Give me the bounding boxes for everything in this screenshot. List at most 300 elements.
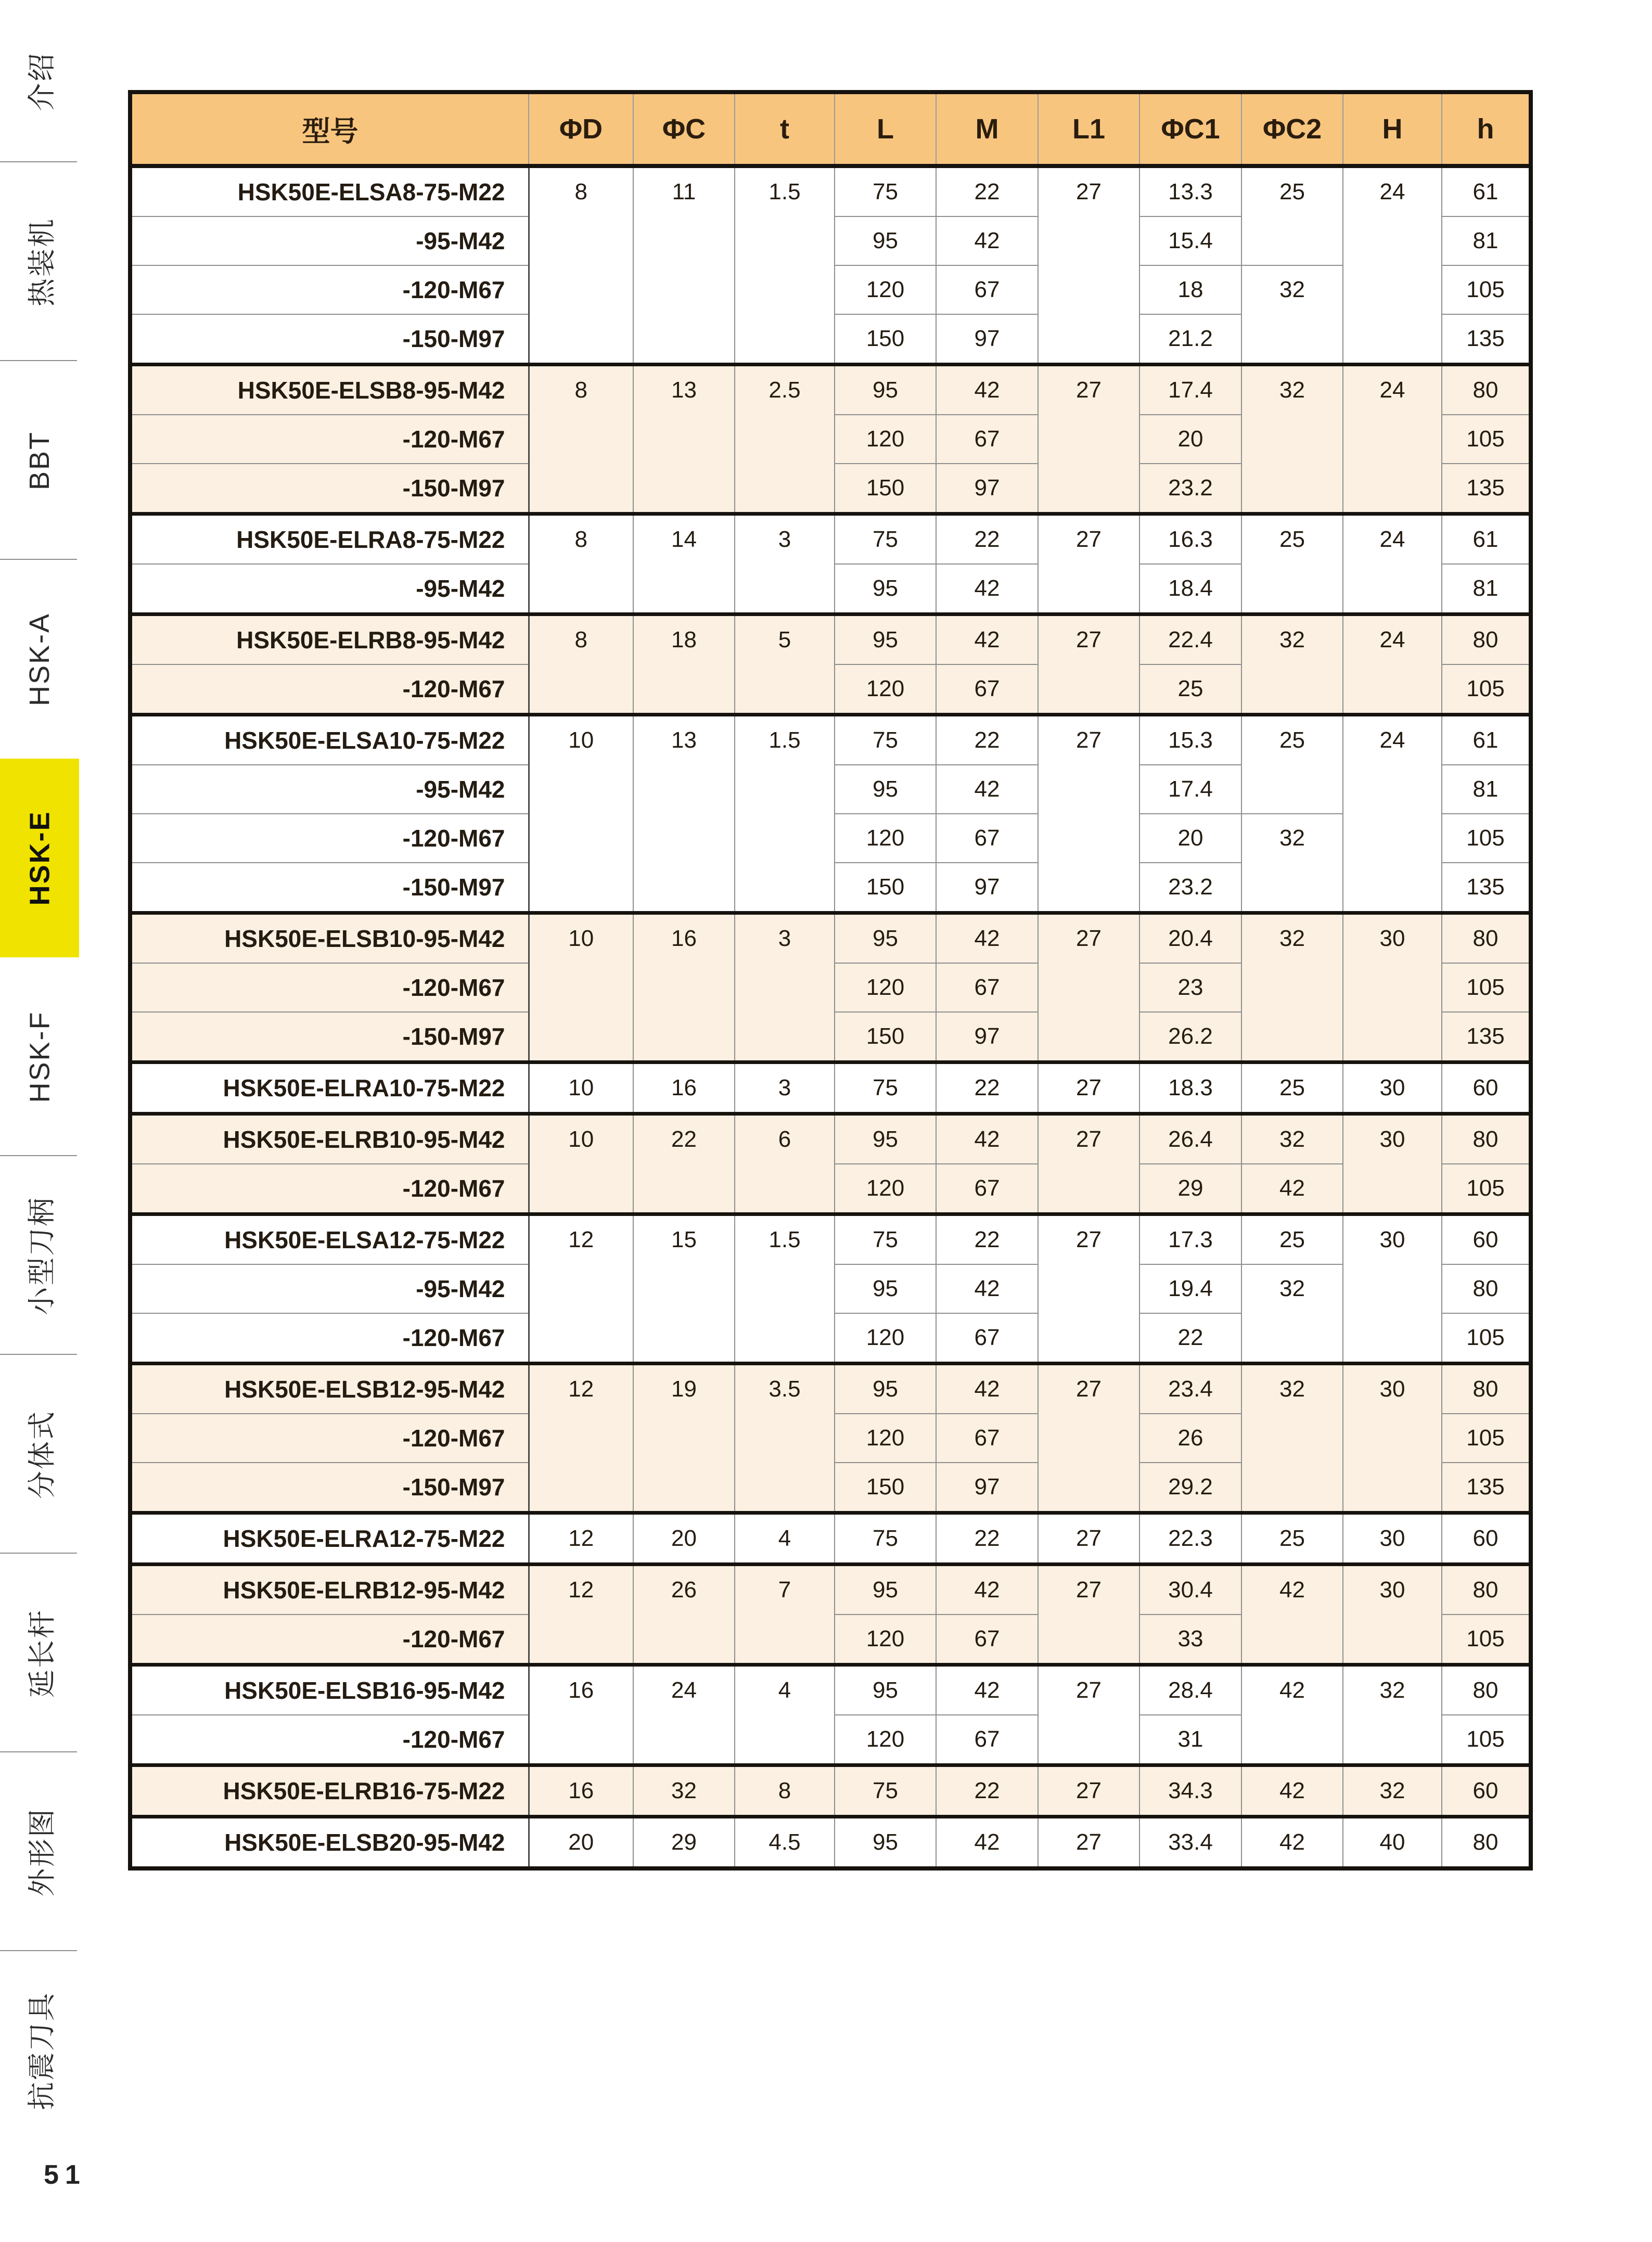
h-lower-cell [1442, 1114, 1531, 1164]
l-cell [835, 1765, 936, 1817]
l-cell-value: 75 [873, 1075, 898, 1100]
phi-c1-cell [1139, 1264, 1241, 1313]
l-cell [835, 1313, 936, 1364]
m-cell [936, 963, 1038, 1012]
phi-c1-cell [1139, 614, 1241, 665]
m-cell [936, 1062, 1038, 1114]
l-cell [835, 1062, 936, 1114]
m-cell [936, 265, 1038, 314]
model-cell [130, 664, 529, 715]
h-lower-cell-value: 135 [1466, 326, 1505, 351]
m-cell [936, 1164, 1038, 1214]
t-cell-value: 4 [778, 1677, 791, 1703]
sidebar-item-hsk-f[interactable] [0, 957, 79, 1156]
phi-c-cell-value: 11 [672, 179, 696, 204]
m-cell-value: 22 [974, 1075, 1000, 1100]
l1-cell-value: 27 [1076, 1126, 1102, 1152]
m-cell [936, 1665, 1038, 1715]
model-cell [130, 1513, 529, 1565]
phi-c-cell-value: 26 [671, 1577, 697, 1603]
sidebar-item-label: 抗震刀具 [26, 1991, 58, 2110]
column-header-model: 型号 [130, 92, 529, 166]
l-cell [835, 1715, 936, 1765]
phi-c-cell-value: 14 [671, 527, 697, 552]
phi-c2-cell-value: 25 [1279, 179, 1305, 204]
phi-c1-cell [1139, 464, 1241, 514]
m-cell-value: 67 [974, 1626, 1000, 1651]
h-lower-cell [1442, 1012, 1531, 1062]
phi-d-cell-value: 12 [568, 1376, 594, 1402]
sidebar-item-label: HSK-A [24, 612, 56, 707]
h-upper-cell [1343, 514, 1442, 614]
phi-c1-cell-value: 22 [1177, 1325, 1203, 1350]
m-cell-value: 67 [974, 1726, 1000, 1752]
phi-c-cell-value: 24 [671, 1677, 697, 1703]
phi-c1-cell-value: 26 [1177, 1425, 1203, 1451]
table-header-row [130, 92, 1531, 166]
m-cell [936, 564, 1038, 614]
l1-cell-value: 27 [1076, 179, 1102, 204]
column-header-l: L [835, 92, 936, 166]
phi-c1-cell [1139, 1012, 1241, 1062]
l-cell [835, 415, 936, 464]
model-cell [130, 415, 529, 464]
l-cell-value: 95 [873, 1829, 898, 1855]
model-cell-value: -150-M97 [402, 874, 505, 901]
spec-table [128, 90, 1533, 1871]
phi-c1-cell [1139, 1765, 1241, 1817]
h-lower-cell-value: 60 [1472, 1075, 1499, 1100]
column-header-φc1: ΦC1 [1139, 92, 1241, 166]
m-cell-value: 67 [974, 825, 1000, 851]
l-cell [835, 913, 936, 964]
l-cell-value: 95 [873, 1376, 898, 1402]
h-lower-cell-value: 135 [1466, 475, 1505, 501]
model-cell-value: HSK50E-ELSA10-75-M22 [224, 727, 505, 754]
model-cell-value: HSK50E-ELSB8-95-M42 [237, 377, 505, 404]
h-lower-cell-value: 80 [1472, 926, 1499, 951]
phi-c-cell-value: 19 [671, 1376, 697, 1402]
sidebar-item-热装机[interactable] [0, 162, 79, 361]
table-row [130, 614, 1531, 665]
l-cell-value: 120 [866, 1325, 905, 1350]
model-cell-value: -120-M67 [402, 1175, 505, 1202]
phi-d-cell-value: 8 [574, 627, 587, 652]
phi-c-cell-value: 13 [671, 727, 697, 753]
phi-c2-cell [1241, 814, 1343, 913]
phi-c-cell-value: 22 [671, 1126, 697, 1152]
m-cell-value: 67 [974, 426, 1000, 452]
phi-c-cell-value: 16 [671, 926, 697, 951]
t-cell-value: 2.5 [769, 377, 801, 403]
m-cell [936, 1463, 1038, 1513]
h-lower-cell [1442, 1313, 1531, 1364]
phi-d-cell [529, 365, 633, 514]
table-row [130, 514, 1531, 565]
m-cell-value: 67 [974, 1175, 1000, 1201]
m-cell [936, 1264, 1038, 1313]
column-header-t: t [735, 92, 835, 166]
l-cell [835, 1665, 936, 1715]
model-cell [130, 1817, 529, 1869]
model-cell-value: -95-M42 [416, 575, 505, 602]
phi-c2-cell [1241, 514, 1343, 614]
phi-c1-cell [1139, 765, 1241, 814]
phi-c1-cell-value: 29 [1177, 1175, 1203, 1201]
h-lower-cell-value: 105 [1466, 825, 1505, 851]
sidebar-item-label: 介绍 [26, 52, 58, 111]
model-cell [130, 1565, 529, 1615]
m-cell-value: 67 [974, 1325, 1000, 1350]
l-cell-value: 150 [866, 1023, 905, 1049]
m-cell [936, 1414, 1038, 1463]
phi-c2-cell [1241, 1665, 1343, 1765]
model-cell-value: -95-M42 [416, 227, 505, 254]
h-lower-cell [1442, 1565, 1531, 1615]
phi-c-cell [633, 365, 735, 514]
phi-c1-cell [1139, 715, 1241, 765]
h-lower-cell-value: 135 [1466, 1023, 1505, 1049]
model-cell [130, 863, 529, 913]
model-cell-value: HSK50E-ELRA12-75-M22 [223, 1525, 505, 1552]
phi-c1-cell-value: 31 [1177, 1726, 1203, 1752]
phi-c-cell-value: 32 [671, 1778, 697, 1803]
h-lower-cell [1442, 365, 1531, 415]
phi-c2-cell-value: 42 [1279, 1577, 1305, 1603]
t-cell [735, 1214, 835, 1364]
m-cell-value: 42 [974, 377, 1000, 403]
model-cell [130, 1665, 529, 1715]
h-upper-cell [1343, 1513, 1442, 1565]
h-upper-cell-value: 24 [1379, 179, 1405, 204]
h-lower-cell [1442, 664, 1531, 715]
phi-d-cell-value: 10 [568, 926, 594, 951]
sidebar-item-介绍[interactable] [0, 0, 79, 162]
phi-c1-cell [1139, 514, 1241, 565]
h-lower-cell [1442, 1765, 1531, 1817]
l1-cell [1038, 1513, 1139, 1565]
h-lower-cell-value: 80 [1472, 627, 1499, 652]
phi-d-cell [529, 1062, 633, 1114]
phi-c1-cell-value: 17.3 [1168, 1227, 1213, 1252]
table-row [130, 1214, 1531, 1265]
l-cell-value: 75 [873, 1227, 898, 1252]
model-cell-value: -120-M67 [402, 1625, 505, 1652]
phi-d-cell-value: 8 [574, 527, 587, 552]
phi-c1-cell-value: 20.4 [1168, 926, 1213, 951]
t-cell-value: 1.5 [769, 179, 801, 204]
phi-c1-cell-value: 33.4 [1168, 1829, 1213, 1855]
phi-c1-cell-value: 23 [1177, 975, 1203, 1000]
l-cell-value: 120 [866, 277, 905, 302]
m-cell [936, 464, 1038, 514]
l1-cell-value: 27 [1076, 1577, 1102, 1603]
h-lower-cell [1442, 715, 1531, 765]
h-lower-cell-value: 60 [1472, 1778, 1499, 1803]
phi-d-cell-value: 12 [568, 1227, 594, 1252]
phi-c-cell-value: 29 [671, 1829, 697, 1855]
m-cell-value: 22 [974, 179, 1000, 204]
m-cell [936, 216, 1038, 265]
l-cell [835, 863, 936, 913]
phi-c2-cell-value: 42 [1279, 1778, 1305, 1803]
phi-c1-cell-value: 18.4 [1168, 575, 1213, 601]
l-cell-value: 75 [873, 1526, 898, 1551]
spec-group [130, 1364, 1531, 1513]
phi-c2-cell [1241, 1817, 1343, 1869]
sidebar-item-外形图[interactable] [0, 1752, 79, 1951]
model-cell-value: -120-M67 [402, 1726, 505, 1753]
phi-c1-cell-value: 15.3 [1168, 727, 1213, 753]
phi-c1-cell [1139, 216, 1241, 265]
h-lower-cell [1442, 814, 1531, 863]
phi-c2-cell [1241, 166, 1343, 265]
m-cell-value: 22 [974, 727, 1000, 753]
phi-c2-cell-value: 25 [1279, 727, 1305, 753]
phi-c2-cell [1241, 1364, 1343, 1513]
l1-cell [1038, 1364, 1139, 1513]
phi-c2-cell [1241, 1565, 1343, 1665]
l1-cell [1038, 514, 1139, 614]
l1-cell-value: 27 [1076, 727, 1102, 753]
table-row [130, 715, 1531, 765]
phi-c1-cell [1139, 1364, 1241, 1414]
phi-c1-cell [1139, 365, 1241, 415]
t-cell [735, 166, 835, 365]
phi-c1-cell [1139, 1513, 1241, 1565]
phi-c1-cell [1139, 1164, 1241, 1214]
l1-cell-value: 27 [1076, 1526, 1102, 1551]
spec-group [130, 166, 1531, 365]
sidebar-item-label: 外形图 [26, 1807, 58, 1897]
l-cell [835, 166, 936, 216]
phi-c1-cell-value: 18 [1177, 277, 1203, 302]
l1-cell [1038, 1665, 1139, 1765]
sidebar-separator [0, 1553, 77, 1554]
l-cell-value: 150 [866, 874, 905, 900]
m-cell-value: 22 [974, 1526, 1000, 1551]
h-lower-cell-value: 81 [1472, 228, 1499, 253]
phi-d-cell-value: 8 [574, 377, 587, 403]
m-cell-value: 97 [974, 475, 1000, 501]
m-cell-value: 67 [974, 676, 1000, 701]
h-lower-cell [1442, 1817, 1531, 1869]
phi-c1-cell-value: 26.4 [1168, 1126, 1213, 1152]
phi-c1-cell-value: 23.2 [1168, 475, 1213, 501]
model-cell-value: HSK50E-ELRB8-95-M42 [236, 626, 505, 654]
phi-c1-cell-value: 34.3 [1168, 1778, 1213, 1803]
phi-c1-cell [1139, 1313, 1241, 1364]
h-upper-cell [1343, 913, 1442, 1062]
t-cell [735, 1062, 835, 1114]
phi-c2-cell [1241, 1513, 1343, 1565]
m-cell-value: 22 [974, 1227, 1000, 1252]
h-lower-cell [1442, 1264, 1531, 1313]
phi-c1-cell-value: 22.3 [1168, 1526, 1213, 1551]
l1-cell [1038, 1817, 1139, 1869]
phi-d-cell [529, 1214, 633, 1364]
phi-c1-cell [1139, 814, 1241, 863]
phi-c2-cell-value: 32 [1279, 277, 1305, 302]
sidebar-item-分体式[interactable] [0, 1355, 79, 1554]
model-cell-value: -120-M67 [402, 825, 505, 852]
model-cell-value: -150-M97 [402, 1474, 505, 1501]
spec-group [130, 614, 1531, 715]
phi-c1-cell-value: 29.2 [1168, 1474, 1213, 1500]
m-cell-value: 42 [974, 1677, 1000, 1703]
m-cell-value: 42 [974, 1376, 1000, 1402]
model-cell [130, 514, 529, 565]
l-cell-value: 95 [873, 926, 898, 951]
sidebar-item-label: 小型刀柄 [26, 1196, 58, 1315]
phi-c1-cell [1139, 1414, 1241, 1463]
phi-d-cell [529, 614, 633, 715]
m-cell-value: 42 [974, 1276, 1000, 1301]
l1-cell [1038, 166, 1139, 365]
m-cell [936, 1364, 1038, 1414]
model-cell [130, 1313, 529, 1364]
phi-c1-cell [1139, 1665, 1241, 1715]
l-cell [835, 614, 936, 665]
m-cell-value: 97 [974, 874, 1000, 900]
model-cell-value: HSK50E-ELRA8-75-M22 [236, 526, 505, 553]
model-cell [130, 765, 529, 814]
spec-group [130, 1513, 1531, 1565]
model-cell [130, 1164, 529, 1214]
m-cell-value: 22 [974, 527, 1000, 552]
spec-group [130, 1214, 1531, 1364]
t-cell [735, 365, 835, 514]
sidebar-separator [0, 559, 77, 560]
l-cell-value: 75 [873, 1778, 898, 1803]
m-cell-value: 42 [974, 926, 1000, 951]
h-lower-cell [1442, 863, 1531, 913]
phi-c1-cell [1139, 415, 1241, 464]
phi-c1-cell-value: 21.2 [1168, 326, 1213, 351]
h-lower-cell [1442, 765, 1531, 814]
phi-c2-cell-value: 32 [1279, 627, 1305, 652]
m-cell-value: 67 [974, 277, 1000, 302]
l1-cell [1038, 1765, 1139, 1817]
model-cell [130, 464, 529, 514]
sidebar-item-bbt[interactable] [0, 361, 79, 560]
l1-cell-value: 27 [1076, 1376, 1102, 1402]
phi-d-cell [529, 514, 633, 614]
m-cell [936, 715, 1038, 765]
spec-group [130, 1665, 1531, 1765]
phi-c1-cell-value: 28.4 [1168, 1677, 1213, 1703]
model-cell-value: HSK50E-ELRB12-95-M42 [223, 1577, 505, 1604]
l-cell-value: 150 [866, 475, 905, 501]
m-cell [936, 1715, 1038, 1765]
h-lower-cell-value: 80 [1472, 1829, 1499, 1855]
model-cell-value: HSK50E-ELRB16-75-M22 [223, 1777, 505, 1804]
m-cell [936, 765, 1038, 814]
l-cell-value: 95 [873, 1276, 898, 1301]
h-lower-cell-value: 105 [1466, 1175, 1505, 1201]
model-cell [130, 1715, 529, 1765]
l-cell [835, 664, 936, 715]
l-cell [835, 314, 936, 365]
h-upper-cell [1343, 614, 1442, 715]
sidebar-item-label: 分体式 [26, 1410, 58, 1499]
h-upper-cell-value: 32 [1379, 1677, 1405, 1703]
h-upper-cell [1343, 1817, 1442, 1869]
spec-group [130, 1765, 1531, 1817]
phi-c1-cell [1139, 564, 1241, 614]
sidebar-item-延长杆[interactable] [0, 1554, 79, 1752]
model-cell [130, 1615, 529, 1665]
phi-c-cell-value: 13 [671, 377, 697, 403]
table-row [130, 1765, 1531, 1817]
phi-c-cell [633, 1364, 735, 1513]
h-upper-cell [1343, 365, 1442, 514]
sidebar-item-抗震刀具[interactable] [0, 1951, 79, 2150]
phi-c2-cell [1241, 1264, 1343, 1364]
t-cell-value: 8 [778, 1778, 791, 1803]
t-cell-value: 1.5 [769, 1227, 801, 1252]
m-cell-value: 42 [974, 627, 1000, 652]
t-cell [735, 1665, 835, 1765]
sidebar-item-小型刀柄[interactable] [0, 1156, 79, 1355]
sidebar-item-label: HSK-F [24, 1010, 55, 1103]
model-cell [130, 614, 529, 665]
table-row [130, 1665, 1531, 1715]
phi-c1-cell-value: 25 [1177, 676, 1203, 701]
l1-cell [1038, 1062, 1139, 1114]
t-cell [735, 614, 835, 715]
l1-cell-value: 27 [1076, 527, 1102, 552]
phi-c2-cell [1241, 1214, 1343, 1265]
m-cell [936, 166, 1038, 216]
l-cell-value: 95 [873, 228, 898, 253]
l1-cell-value: 27 [1076, 1829, 1102, 1855]
l-cell [835, 1513, 936, 1565]
l-cell [835, 1817, 936, 1869]
l-cell [835, 1164, 936, 1214]
h-upper-cell-value: 30 [1379, 1227, 1405, 1252]
phi-c2-cell-value: 32 [1279, 1126, 1305, 1152]
phi-c1-cell [1139, 1214, 1241, 1265]
model-cell-value: HSK50E-ELSB16-95-M42 [224, 1677, 505, 1704]
h-lower-cell-value: 80 [1472, 377, 1499, 403]
l-cell [835, 365, 936, 415]
h-lower-cell [1442, 415, 1531, 464]
phi-c-cell [633, 1565, 735, 1665]
h-lower-cell [1442, 1414, 1531, 1463]
t-cell [735, 913, 835, 1062]
phi-c2-cell-value: 25 [1279, 1526, 1305, 1551]
sidebar-nav [0, 0, 79, 2150]
sidebar-item-hsk-e[interactable] [0, 759, 79, 957]
sidebar-item-label: HSK-E [24, 810, 56, 906]
m-cell [936, 365, 1038, 415]
l-cell-value: 75 [873, 527, 898, 552]
t-cell [735, 1817, 835, 1869]
sidebar-item-hsk-a[interactable] [0, 560, 79, 759]
table-row [130, 1513, 1531, 1565]
h-lower-cell [1442, 314, 1531, 365]
phi-d-cell [529, 1565, 633, 1665]
m-cell-value: 97 [974, 1474, 1000, 1500]
phi-c2-cell-value: 25 [1279, 1075, 1305, 1100]
phi-c2-cell [1241, 913, 1343, 1062]
phi-c1-cell-value: 17.4 [1168, 776, 1213, 802]
h-upper-cell-value: 30 [1379, 1577, 1405, 1603]
phi-c2-cell-value: 25 [1279, 1227, 1305, 1252]
h-lower-cell-value: 105 [1466, 1626, 1505, 1651]
phi-c1-cell-value: 17.4 [1168, 377, 1213, 403]
